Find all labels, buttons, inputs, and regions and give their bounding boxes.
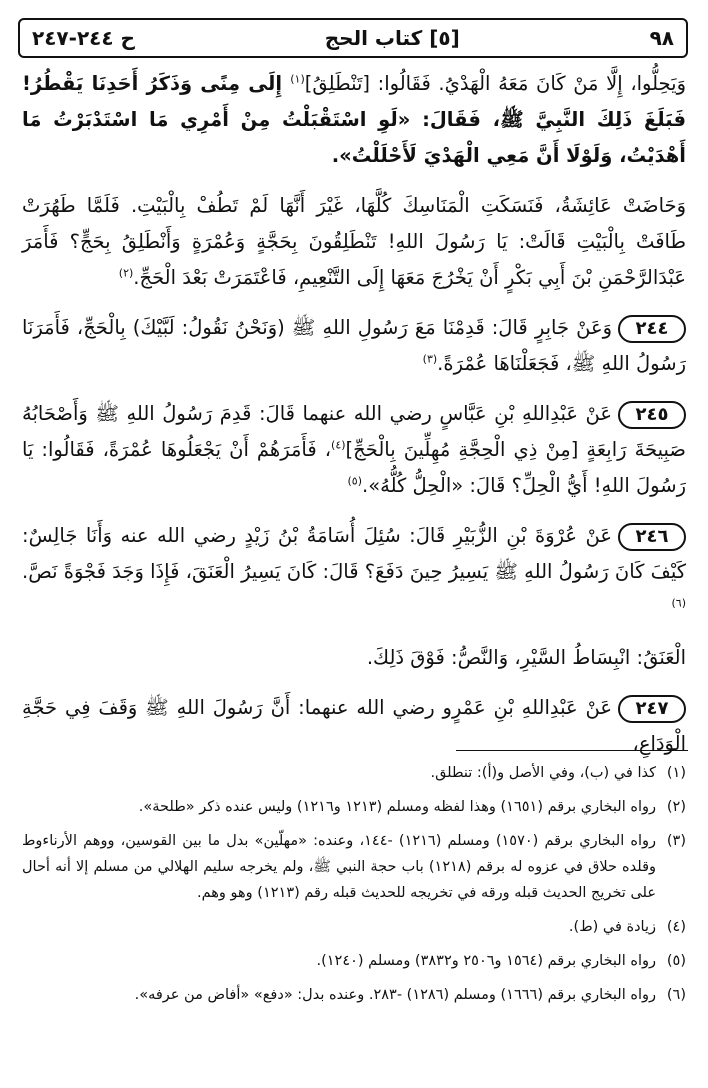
footnote-text: كذا في (ب)، وفي الأصل و(أ): تنطلق. [430, 765, 656, 781]
book-page [18, 18, 690, 1068]
hadith-247 [22, 690, 686, 762]
footnote-mark: (١) [666, 765, 686, 781]
hadith-245 [22, 396, 686, 504]
footnote-item [22, 948, 686, 974]
hadith-text: عَنْ عُرْوَةَ بْنِ الزُّبَيْرِ قَالَ: سُئِلَ أُسَامَةُ بْنُ زَيْدٍ رضي الله عنه وَأَنَا جَالِسٌ: كَيْفَ كَانَ رَسُولُ اللهِ ﷺ يَسِيرُ حِينَ دَفَعَ؟ قَالَ: كَانَ يَسِيرُ الْعَنَقَ، فَإِذَا وَجَدَ فَجْوَةً نَصَّ. [22, 524, 686, 583]
footnote-ref-1: (١) [290, 72, 305, 86]
paragraph-1 [22, 66, 686, 174]
footnote-text: رواه البخاري برقم (١٦٥١) وهذا لفظه ومسلم (١٢١٣ و١٢١٦) وليس عنده ذكر «طلحة». [138, 799, 656, 815]
hadith-number-badge: ٢٤٤ [618, 315, 686, 343]
hadith-range: ح ٢٤٤-٢٤٧ [32, 26, 135, 50]
footnote-item [22, 982, 686, 1008]
text-run: وَيَحِلُّوا، إِلَّا مَنْ كَانَ مَعَهُ الْهَدْيُ. فَقَالُوا: [تَنْطَلِقُ] [304, 72, 686, 95]
footnote-separator [456, 750, 688, 751]
footnote-mark: (٢) [666, 799, 686, 815]
footnote-ref-4: (٤) [331, 438, 346, 452]
footnote-ref-2: (٢) [118, 266, 134, 280]
chapter-title: [٥] كتاب الحج [324, 26, 460, 50]
hadith-number-badge: ٢٤٦ [618, 523, 686, 551]
footnote-text: رواه البخاري برقم (١٦٦٦) ومسلم (١٢٨٦) -٢٨٣. وعنده بدل: «دفع» «أفاض من عرفه». [134, 987, 656, 1003]
footnote-item [22, 914, 686, 940]
hadith-text: عَنْ عَبْدِاللهِ بْنِ عَبَّاسٍ رضي الله عنهما قَالَ: قَدِمَ رَسُولُ اللهِ ﷺ وَأَصْحَابُهُ صَبِيحَةَ رَابِعَةٍ [مِنْ ذِي الْحِجَّةِ مُهِلِّينَ بِالْحَجِّ] [22, 402, 686, 461]
footnote-text: رواه البخاري برقم (١٥٧٠) ومسلم (١٢١٦) -١٤٤، وعنده: «مهلّين» بدل ما بين القوسين، ووهم الأرناءوط وقلده حلاق في عزوه له برقم (١٢١٨) باب حجة النبي ﷺ، ولم يخرجه سليم الهلالي من مسلم إلا أنه أحال على تخريج الحديث قبله ورقه في تخريجه للحديث قبله رقم (١٢١٣) وهو وهم. [22, 833, 657, 901]
footnote-text: رواه البخاري برقم (١٥٦٤ و٢٥٠٦ و٣٨٣٢) ومسلم (١٢٤٠). [316, 953, 656, 969]
page-number: ٩٨ [649, 26, 674, 50]
paragraph-2 [22, 188, 686, 296]
hadith-text: وَعَنْ جَابِرٍ قَالَ: قَدِمْنَا مَعَ رَسُولِ اللهِ ﷺ (وَنَحْنُ نَقُولُ: لَبَّيْكَ) بِالْحَجِّ، فَأَمَرَنَا رَسُولُ اللهِ ﷺ، فَجَعَلْنَاهَا عُمْرَةً. [22, 316, 686, 375]
hadith-number-badge: ٢٤٧ [618, 695, 686, 723]
footnote-ref-6: (٦) [671, 596, 686, 610]
gloss: الْعَنَقُ: انْبِسَاطُ السَّيْرِ، وَالنَّصُّ: فَوْقَ ذَلِكَ. [366, 646, 686, 669]
footnote-mark: (٥) [666, 953, 686, 969]
footnote-item [22, 828, 686, 906]
hadith-text: ، فَأَمَرَهُمْ أَنْ يَجْعَلُوهَا عُمْرَةً، فَقَالُوا: يَا رَسُولَ اللهِ! أَيُّ الْحِلِّ؟ قَالَ: «الْحِلُّ كُلُّهُ». [22, 438, 686, 497]
page-header [18, 18, 688, 58]
text-run-bold: إِلَى مِنًى وَذَكَرُ أَحَدِنَا يَقْطُرُ! فَبَلَغَ ذَلِكَ النَّبِيَّ ﷺ، فَقَالَ: «لَوِ اسْتَقْبَلْتُ مِنْ أَمْرِي مَا اسْتَدْبَرْتُ مَا أَهْدَيْتُ، وَلَوْلَا أَنَّ مَعِي الْهَدْيَ لَأَحْلَلْتُ». [22, 72, 686, 167]
footnote-ref-3: (٣) [422, 352, 438, 366]
footnote-mark: (٦) [666, 987, 686, 1003]
main-text [22, 66, 686, 768]
hadith-text: عَنْ عَبْدِاللهِ بْنِ عَمْرٍو رضي الله عنهما: أَنَّ رَسُولَ اللهِ ﷺ وَقَفَ فِي حَجَّةِ الْوَدَاعِ، [22, 696, 686, 755]
footnotes [22, 760, 686, 1016]
footnote-ref-5: (٥) [347, 474, 362, 488]
footnote-mark: (٤) [666, 919, 686, 935]
footnote-item [22, 794, 686, 820]
footnote-item [22, 760, 686, 786]
footnote-text: زيادة في (ط). [568, 919, 656, 935]
hadith-244 [22, 310, 686, 382]
footnote-mark: (٣) [666, 833, 686, 849]
text-run: وَحَاضَتْ عَائِشَةُ، فَنَسَكَتِ الْمَنَاسِكَ كُلَّهَا، غَيْرَ أَنَّهَا لَمْ تَطُفْ بِالْبَيْتِ. فَلَمَّا طَهُرَتْ طَافَتْ بِالْبَيْتِ قَالَتْ: يَا رَسُولَ اللهِ! تَنْطَلِقُونَ بِحَجَّةٍ وَعُمْرَةٍ وَأَنْطَلِقُ بِحَجٍّ؟ فَأَمَرَ عَبْدَالرَّحْمَنِ بْنَ أَبِي بَكْرٍ أَنْ يَخْرُجَ مَعَهَا إِلَى التَّنْعِيمِ، فَاعْتَمَرَتْ بَعْدَ الْحَجِّ. [22, 194, 686, 289]
hadith-number-badge: ٢٤٥ [618, 401, 686, 429]
hadith-246 [22, 518, 686, 626]
